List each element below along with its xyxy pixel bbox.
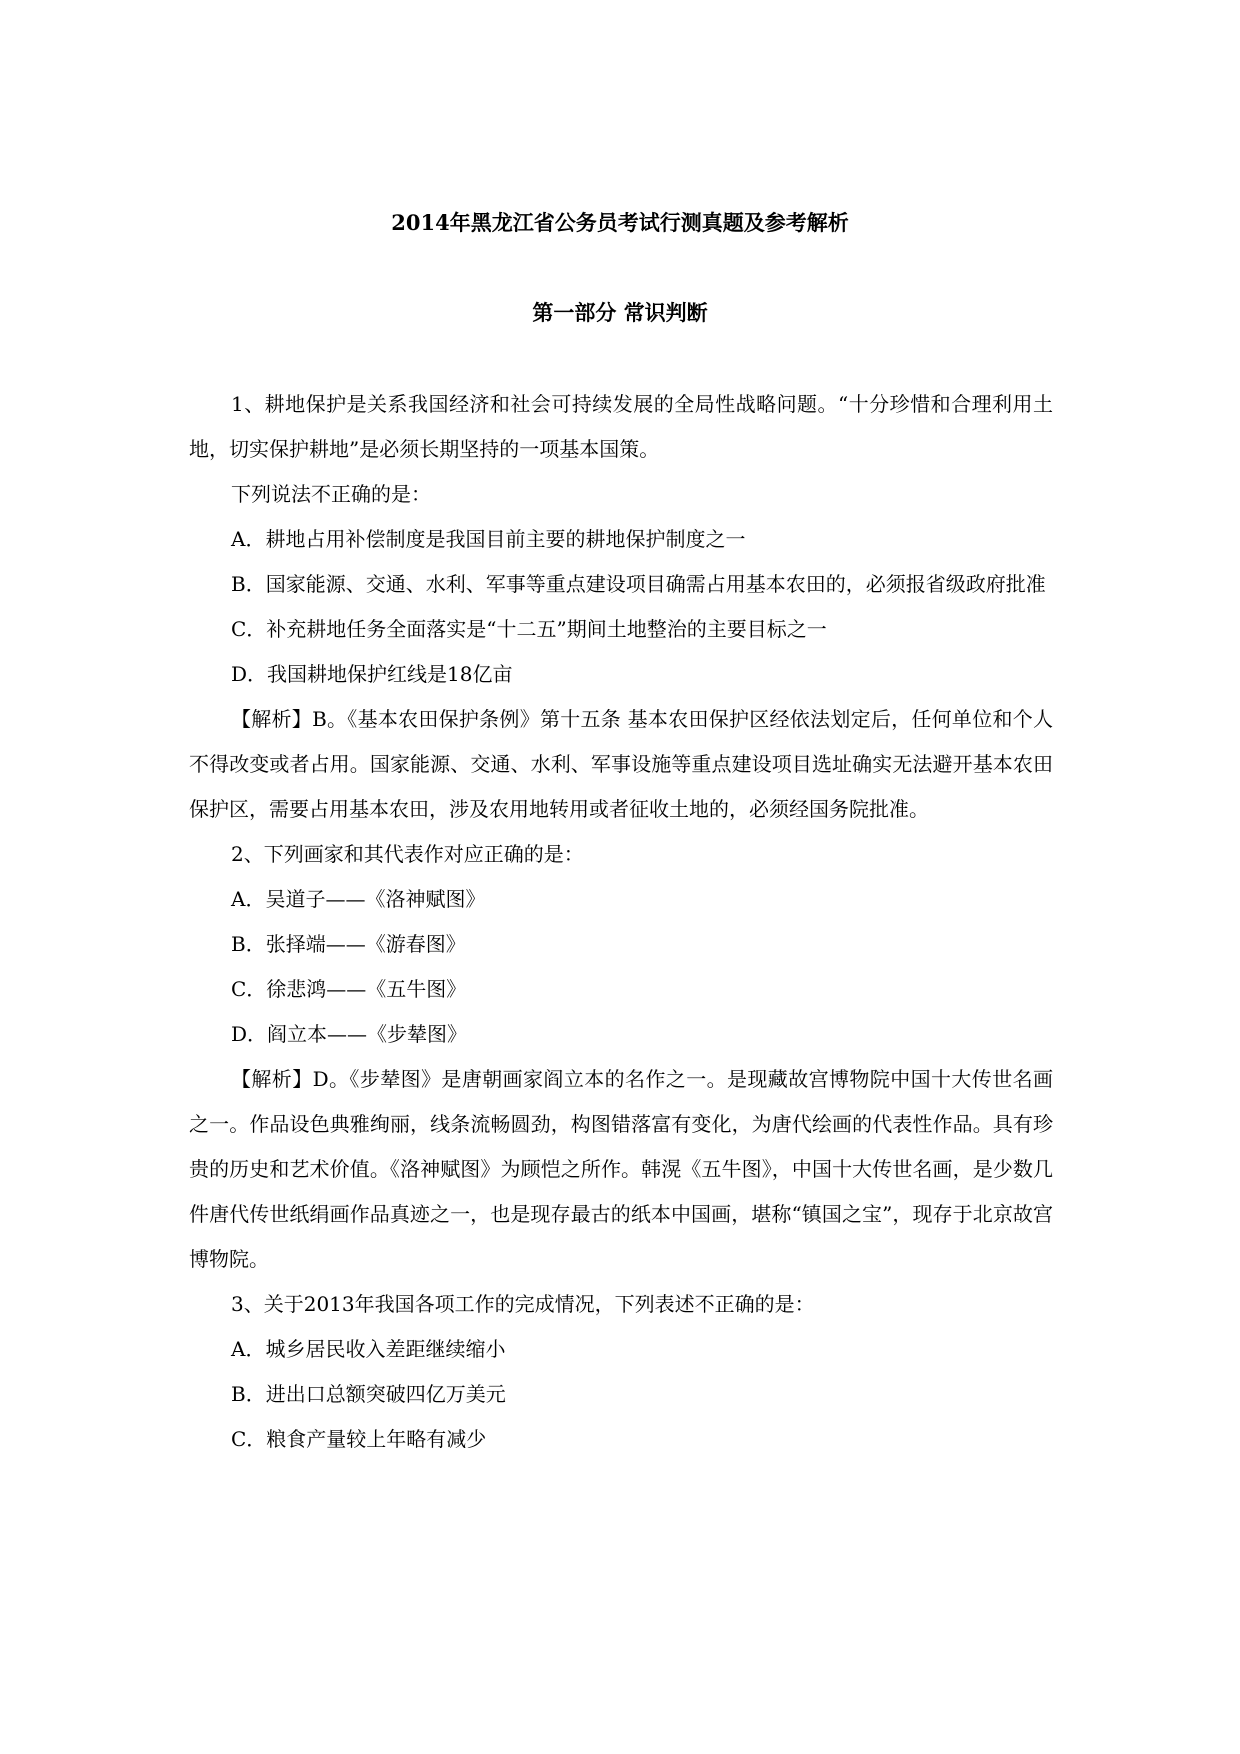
- option-q2-c: C．徐悲鸿——《五牛图》: [231, 977, 467, 1001]
- paragraph-q2: 2、下列画家和其代表作对应正确的是：: [231, 842, 584, 866]
- option-q1-a: A．耕地占用补偿制度是我国目前主要的耕地保护制度之一: [231, 527, 746, 551]
- paragraph-q1-prompt: 下列说法不正确的是：: [231, 482, 431, 506]
- option-q1-d: D．我国耕地保护红线是18亿亩: [231, 662, 513, 686]
- analysis-q2: 【解析】D。《步辇图》是唐朝画家阎立本的名作之一。是现藏故宫博物院中国十大传世名画之一。作品设色典雅绚丽，线条流畅圆劲，构图错落富有变化，为唐代绘画的代表性作品。具有珍贵的历史和艺术价值。《洛神赋图》为顾恺之所作。韩滉《五牛图》，中国十大传世名画，是少数几件唐代传世纸绢画作品真迹之一，也是现存最古的纸本中国画，堪称“镇国之宝”，现存于北京故宫博物院。: [189, 1067, 1053, 1271]
- option-q3-c: C．粮食产量较上年略有减少: [231, 1427, 487, 1451]
- document-title: 2014年黑龙江省公务员考试行测真题及参考解析: [391, 210, 849, 235]
- option-q2-b: B．张择端——《游春图》: [231, 932, 466, 956]
- option-q1-b: B．国家能源、交通、水利、军事等重点建设项目确需占用基本农田的，必须报省级政府批准: [231, 572, 1046, 596]
- analysis-q1: 【解析】B。《基本农田保护条例》第十五条 基本农田保护区经依法划定后，任何单位和个人不得改变或者占用。国家能源、交通、水利、军事设施等重点建设项目选址确实无法避开基本农田保护区，需要占用基本农田，涉及农用地转用或者征收土地的，必须经国务院批准。: [189, 707, 1053, 821]
- option-q2-a: A．吴道子——《洛神赋图》: [231, 887, 486, 911]
- section-title: 第一部分 常识判断: [532, 300, 708, 325]
- option-q2-d: D．阎立本——《步辇图》: [231, 1022, 468, 1046]
- option-q3-b: B．进出口总额突破四亿万美元: [231, 1382, 506, 1406]
- option-q3-a: A．城乡居民收入差距继续缩小: [231, 1337, 506, 1361]
- document-body: [189, 382, 1053, 1462]
- option-q1-c: C．补充耕地任务全面落实是“十二五”期间土地整治的主要目标之一: [231, 617, 827, 641]
- paragraph-q3: 3、关于2013年我国各项工作的完成情况，下列表述不正确的是：: [231, 1292, 815, 1316]
- paragraph-q1: 1、耕地保护是关系我国经济和社会可持续发展的全局性战略问题。“十分珍惜和合理利用土地，切实保护耕地”是必须长期坚持的一项基本国策。: [189, 392, 1053, 461]
